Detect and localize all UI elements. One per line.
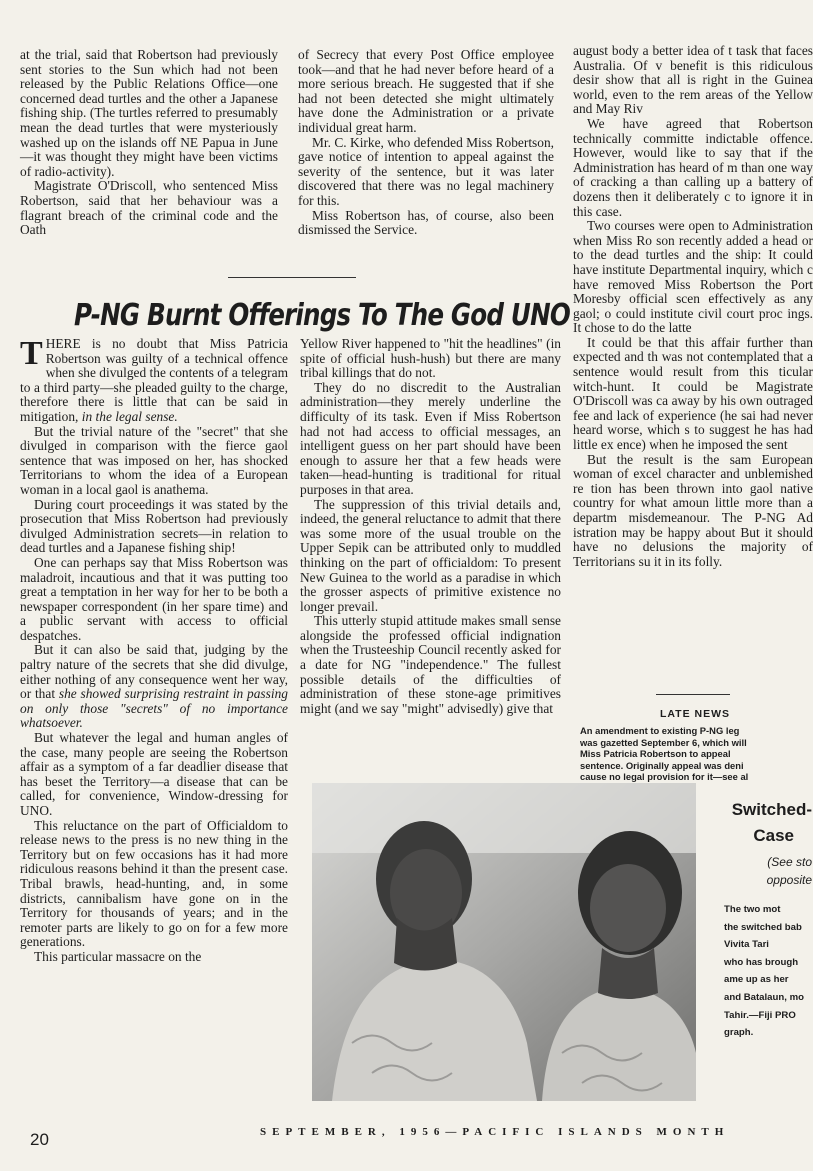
- paragraph: The suppression of this trivial details and, indeed, the general reluctance to admit that there was some more of the usual trouble on the Upper Sepik can be attributed only to muddled thinking on the part of officialdom: To present New Guinea to the world as a paradise in which the grosser aspects of primitive existence no longer prevail.: [300, 496, 561, 614]
- top-column-1: [20, 48, 278, 238]
- right-column: [573, 44, 813, 569]
- paragraph: But the trivial nature of the "secret" that she divulged in comparison with the fierce gaol sentence that was imposed on her, has shocked Territorians to whom the idea of a European woman in a local gaol is anathema.: [20, 423, 288, 497]
- caption-title: Switched- Case: [731, 800, 812, 845]
- paragraph: august body a better idea of t task that faces Australia. Of v benefit is this ridiculous desir show that all is right in the Guinea world, even to the rem areas of the Yellow and May Riv: [573, 43, 813, 117]
- article-column-2: [300, 337, 561, 716]
- article-column-1: [20, 337, 288, 965]
- photo-caption: [712, 797, 812, 1042]
- paragraph: This reluctance on the part of Officialdom to release news to the press is no new thing in the Territory but on few occasions has it had more ridiculous reasons behind it than the present case. Tribal brawls, head-hunting, and, in some districts, cannibalism have gone on in the Territory for thousands of years; and in the remoter parts are likely to go on for a few more generations.: [20, 817, 288, 950]
- paragraph: But the result is the sam European woman of excel character and unblemished re tion has been thrown into gaol native country for what amoun little more than a departm misdemeanour. The P-NG Ad istration may be happy about But it should have no delusions the majority of Territorians su it in its folly.: [573, 451, 813, 569]
- page-number: 20: [30, 1130, 49, 1149]
- late-news-box: [580, 708, 810, 783]
- paragraph: This utterly stupid attitude makes small sense alongside the professed official indignation when the Trusteeship Council recently asked for a date for NG "independence." The fullest possible details of the difficulties of administration of these stone-age primitives might (and we say "might" advisedly) give that: [300, 613, 561, 716]
- paragraph: of Secrecy that every Post Office employee took—and that he had never before heard of a more serious breach. He suggested that if she had not been detected she might ultimately have done the Administration or a private individual great harm.: [298, 47, 554, 135]
- paragraph: One can perhaps say that Miss Robertson was maladroit, incautious and that it was putting too great a temptation in her way for her to be both a newspaper correspondent (in her spare time) and a public servant with access to official despatches.: [20, 554, 288, 643]
- photograph: [312, 783, 696, 1101]
- late-news-line: An amendment to existing P-NG leg: [580, 725, 740, 736]
- drop-cap: T: [20, 335, 43, 372]
- paragraph: They do no discredit to the Australian administration—they merely underline the difficulty of its task. Even if Miss Robertson had not had access to official messages, an intelligent guess on her part should have been enough to assure her that a few heads were taken—head-hunting is traditional for ritual purposes in that area.: [300, 379, 561, 497]
- paragraph: Miss Robertson has, of course, also been dismissed the Service.: [298, 207, 554, 238]
- top-column-2: [298, 48, 554, 238]
- running-footer: SEPTEMBER, 1956—PACIFIC ISLANDS MONTH: [260, 1126, 730, 1138]
- paragraph: But it can also be said that, judging by the paltry nature of the secrets that she did divulge, either nothing of any consequence went her way, or that she showed surprising restraint in passing on only those "secrets" of no importance whatsoever.: [20, 642, 288, 731]
- late-news-line: cause no legal provision for it—see al: [580, 771, 749, 782]
- paragraph: Two courses were open to Administration when Miss Ro son recently added a head or to the dead turtles and the ship: It could have institute Departmental inquiry, which c have removed Miss Robertson the Port Moresby official scen effectively as any gaol; o could institute civil court proc ings. It chose to do the latte: [573, 218, 813, 336]
- headline-rule: [228, 277, 356, 278]
- paragraph: This particular massacre on the: [34, 948, 202, 964]
- late-news-line: sentence. Originally appeal was deni: [580, 759, 744, 771]
- paragraph: Mr. C. Kirke, who defended Miss Robertson, gave notice of intention to appeal against the severity of the sentence, but it was later discovered that there was no legal machinery for this.: [298, 134, 554, 208]
- paragraph: at the trial, said that Robertson had previously sent stories to the Sun which had not been released by the Public Relations Office—one concerned dead turtles and the other a Japanese fishing ship. (The turtles referred to presumably mean the dead turtles that were mysteriously washed up on the islands off NE Papua in June—it was thought they might have been victims of radio-activity).: [20, 47, 278, 179]
- paragraph: Yellow River happened to "hit the headlines" (in spite of official hush-hush) but there are many tribal killings that do not.: [300, 336, 561, 381]
- paragraph: Magistrate O'Driscoll, who sentenced Miss Robertson, said that her behaviour was a flagrant breach of the criminal code and the Oath: [20, 178, 278, 238]
- paragraph: We have agreed that Robertson technically committe indictable offence. However, would like to say that if the Administration has heard of m than one way of cracking a than calling up a battery of dozens then it deliberately c to ignore it in this case.: [573, 115, 813, 219]
- article-headline: P-NG Burnt Offerings To The God UNO: [74, 298, 570, 333]
- paragraph: But whatever the legal and human angles of the case, many people are seeing the Robertson affair as a symptom of a far deadlier disease that has beset the Territory—a disease that can be called, for convenience, Window-dressing for UNO.: [20, 730, 288, 818]
- paragraph: During court proceedings it was stated by the prosecution that Miss Robertson had previously divulged Administration secrets—in relation to dead turtles and a Japanese fishing ship!: [20, 496, 288, 556]
- lead-paragraph: THERE is no doubt that Miss Patricia Robertson was guilty of a technical offence when she divulged the contents of a telegram to a third party—she pleaded guilty to the charge, therefore there is little that can be said in mitigation, in the legal sense.: [20, 335, 288, 424]
- caption-reference: (See sto opposite: [766, 855, 812, 887]
- late-news-line: was gazetted September 6, which will: [580, 736, 747, 748]
- late-news-line: Miss Patricia Robertson to appeal: [580, 748, 731, 759]
- late-news-rule: [656, 694, 730, 695]
- paragraph: It could be that this affair further than expected and th was not contemplated that a sentence would result from this ticular witch-hunt. It could be Magistrate O'Driscoll was ca away by his own outraged fee and lack of experience (he sai had never heard worse, which s to suggest he has had little ex ence) when he imposed the sent: [573, 334, 813, 453]
- late-news-heading: LATE NEWS: [659, 708, 731, 720]
- caption-text: The two mot the switched bab Vivita Tari who has brough ame up as her and Batalaun, mo Tahir.—Fiji PRO graph.: [724, 904, 804, 1039]
